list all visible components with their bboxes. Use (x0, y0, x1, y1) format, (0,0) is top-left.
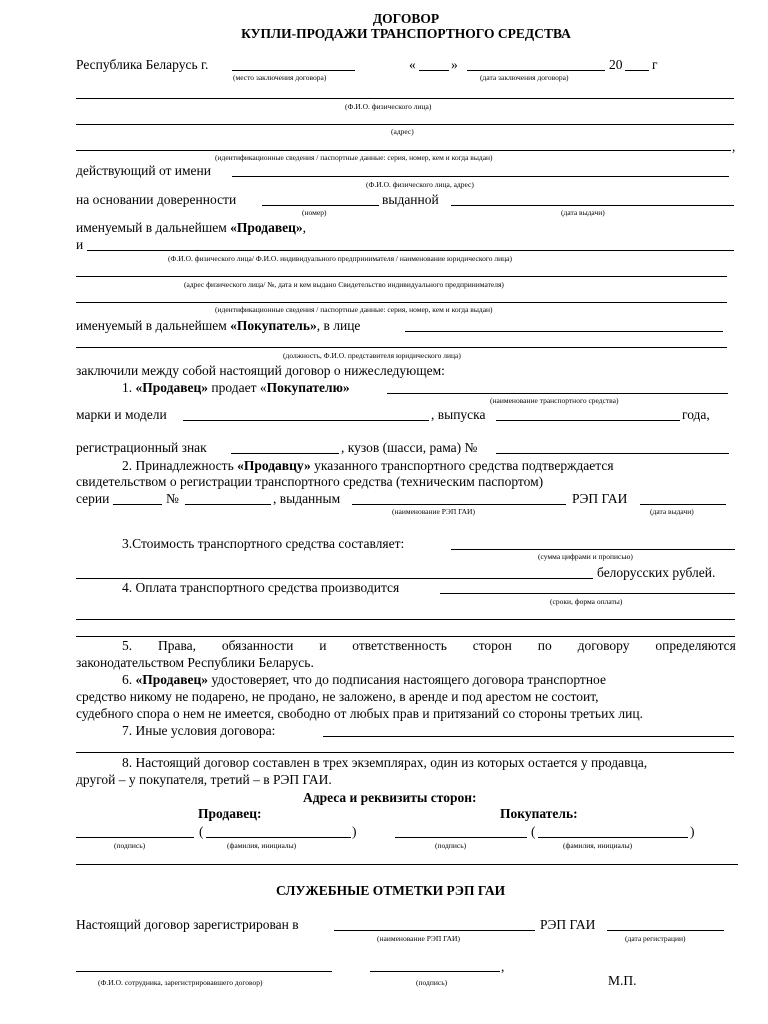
buyer-initials-hint: (фамилия, инициалы) (563, 841, 633, 850)
payment-terms-field[interactable] (440, 593, 735, 594)
registered-in-label: Настоящий договор зарегистрирован в (76, 917, 299, 932)
certificate-number-field[interactable] (185, 504, 271, 505)
proxy-number-hint: (номер) (302, 208, 327, 217)
gai-name-hint: (наименование РЭП ГАИ) (392, 507, 475, 516)
seller-signature-field[interactable] (76, 837, 194, 838)
seller-paren-close: ) (352, 824, 357, 839)
buyer-signature-label: Покупатель: (500, 806, 578, 821)
buyer-fio-hint: (Ф.И.О. физического лица/ Ф.И.О. индивидуального предпринимателя / наименование юридического лица) (168, 254, 512, 263)
service-heading: СЛУЖЕБНЫЕ ОТМЕТКИ РЭП ГАИ (276, 883, 506, 898)
clause1-text: 1. «Продавец» продает «Покупателю» (122, 380, 350, 395)
seller-signature-hint: (подпись) (114, 841, 146, 850)
certificate-date-field[interactable] (640, 504, 726, 505)
date-quote-close: » (451, 57, 458, 72)
buyer-id-hint: (идентификационные сведения / паспортные данные: серия, номер, кем и когда выдан) (215, 305, 493, 314)
buyer-hereinafter: именуемый в дальнейшем «Покупатель», в лице (76, 318, 361, 333)
buyer-and-label: и (76, 237, 84, 252)
date-hint: (дата заключения договора) (480, 73, 569, 82)
body-number-field[interactable] (496, 453, 729, 454)
seller-fio-field[interactable] (76, 98, 734, 99)
place-field[interactable] (232, 70, 355, 71)
service-rep-gai: РЭП ГАИ (540, 917, 596, 932)
seller-id-hint: (идентификационные сведения / паспортные данные: серия, номер, кем и когда выдан) (215, 153, 493, 162)
seller-signature-label: Продавец: (198, 806, 262, 821)
buyer-rep-field[interactable] (405, 331, 723, 332)
title-line-2: КУПЛИ-ПРОДАЖИ ТРАНСПОРТНОГО СРЕДСТВА (241, 26, 571, 41)
year-of-issue-field[interactable] (496, 420, 680, 421)
buyer-rep-hint: (должность, Ф.И.О. представителя юридического лица) (283, 351, 461, 360)
other-terms-line-2[interactable] (76, 752, 734, 753)
clause4-text: 4. Оплата транспортного средства производится (122, 580, 400, 595)
proxy-issued-label: выданной (382, 192, 439, 207)
registration-date-field[interactable] (607, 930, 724, 931)
gai-office-field[interactable] (334, 930, 535, 931)
month-field[interactable] (467, 70, 605, 71)
price-hint: (сумма цифрами и прописью) (538, 552, 633, 561)
price-words-field[interactable] (76, 578, 593, 579)
buyer-address-field[interactable] (76, 276, 727, 277)
clause6-line1: 6. «Продавец» удостоверяет, что до подписания настоящего договора транспортное (122, 672, 606, 687)
clause5-line1: 5. Права, обязанности и ответственность сторон по договору определяются (122, 638, 736, 653)
price-field[interactable] (451, 549, 735, 550)
seller-address-field[interactable] (76, 124, 734, 125)
service-gai-name-hint: (наименование РЭП ГАИ) (377, 934, 460, 943)
clause8-line1: 8. Настоящий договор составлен в трех экземплярах, один из которых остается у продавца, (122, 755, 648, 770)
clause6-line3: судебного спора о нем не имеется, свободно от любых прав и притязаний со стороны третьих лиц. (76, 706, 643, 721)
seller-id-field[interactable] (76, 150, 731, 151)
behalf-field[interactable] (232, 176, 729, 177)
republic-label: Республика Беларусь г. (76, 57, 209, 72)
proxy-number-field[interactable] (262, 205, 379, 206)
clause2-line1: 2. Принадлежность «Продавцу» указанного транспортного средства подтверждается (122, 458, 614, 473)
seller-initials-field[interactable] (206, 837, 351, 838)
officer-name-hint: (Ф.И.О. сотрудника, зарегистрировавшего договор) (98, 978, 263, 987)
buyer-address-hint: (адрес физического лица/ №, дата и кем выдано Свидетельство индивидуального предпринимателя) (184, 280, 504, 289)
payment-terms-hint: (сроки, форма оплаты) (550, 597, 623, 606)
proxy-basis-label: на основании доверенности (76, 192, 237, 207)
proxy-date-field[interactable] (451, 205, 734, 206)
year-word: года, (682, 407, 710, 422)
vehicle-name-hint: (наименование транспортного средства) (490, 396, 619, 405)
intro-text: заключили между собой настоящий договор о нижеследующем: (76, 363, 445, 378)
proxy-date-hint: (дата выдачи) (561, 208, 605, 217)
place-hint: (место заключения договора) (233, 73, 327, 82)
series-label: серии (76, 491, 110, 506)
vehicle-name-field[interactable] (387, 393, 728, 394)
seller-fio-hint: (Ф.И.О. физического лица) (345, 102, 432, 111)
issued-by-field[interactable] (352, 504, 566, 505)
buyer-signature-field[interactable] (395, 837, 527, 838)
seller-initials-hint: (фамилия, инициалы) (227, 841, 297, 850)
payment-terms-line-3[interactable] (76, 636, 735, 637)
buyer-signature-hint: (подпись) (435, 841, 467, 850)
clause6-line2: средство никому не подарено, не продано, не заложено, в аренде и под арестом не состоит, (76, 689, 599, 704)
clause2-rep-gai: РЭП ГАИ (572, 491, 628, 506)
body-number-label: , кузов (шасси, рама) № (341, 440, 478, 455)
seller-paren-open: ( (199, 824, 204, 839)
officer-signature-hint: (подпись) (416, 978, 448, 987)
year-suffix: г (652, 57, 658, 72)
year-prefix: 20 (609, 57, 623, 72)
year-field[interactable] (625, 70, 649, 71)
buyer-rep-line[interactable] (76, 347, 727, 348)
clause8-line2: другой – у покупателя, третий – в РЭП ГАИ. (76, 772, 332, 787)
issued-by-label: , выданным (273, 491, 341, 506)
title-line-1: ДОГОВОР (372, 11, 440, 26)
reg-sign-label: регистрационный знак (76, 440, 207, 455)
officer-signature-field[interactable] (370, 971, 500, 972)
seller-id-comma: , (732, 139, 736, 154)
date-quote-open: « (409, 57, 416, 72)
acting-on-behalf-label: действующий от имени (76, 163, 211, 178)
officer-name-field[interactable] (76, 971, 332, 972)
certificate-number-sign: № (166, 491, 179, 506)
clause5-line2: законодательством Республики Беларусь. (76, 655, 314, 670)
seller-hereinafter: именуемый в дальнейшем «Продавец», (76, 220, 307, 235)
section-divider (76, 864, 738, 865)
seller-address-hint: (адрес) (391, 127, 414, 136)
other-terms-field[interactable] (323, 736, 734, 737)
officer-comma: , (501, 959, 505, 974)
buyer-fio-field[interactable] (87, 250, 734, 251)
year-of-issue-label: , выпуска (431, 407, 486, 422)
clause2-line2: свидетельством о регистрации транспортного средства (техническим паспортом) (76, 474, 544, 489)
currency-label: белорусских рублей. (597, 565, 716, 580)
reg-sign-field[interactable] (231, 453, 339, 454)
certificate-date-hint: (дата выдачи) (650, 507, 694, 516)
series-field[interactable] (113, 504, 162, 505)
make-model-field[interactable] (183, 420, 429, 421)
payment-terms-line-2[interactable] (76, 619, 735, 620)
addresses-heading: Адреса и реквизиты сторон: (303, 790, 477, 805)
buyer-paren-open: ( (531, 824, 536, 839)
clause7-text: 7. Иные условия договора: (122, 723, 276, 738)
clause3-text: 3.Стоимость транспортного средства составляет: (122, 536, 405, 551)
registration-date-hint: (дата регистрации) (625, 934, 686, 943)
buyer-id-field[interactable] (76, 302, 727, 303)
buyer-paren-close: ) (690, 824, 695, 839)
make-model-label: марки и модели (76, 407, 167, 422)
buyer-initials-field[interactable] (538, 837, 688, 838)
day-field[interactable] (419, 70, 449, 71)
stamp-label: М.П. (608, 973, 637, 988)
behalf-hint: (Ф.И.О. физического лица, адрес) (366, 180, 474, 189)
